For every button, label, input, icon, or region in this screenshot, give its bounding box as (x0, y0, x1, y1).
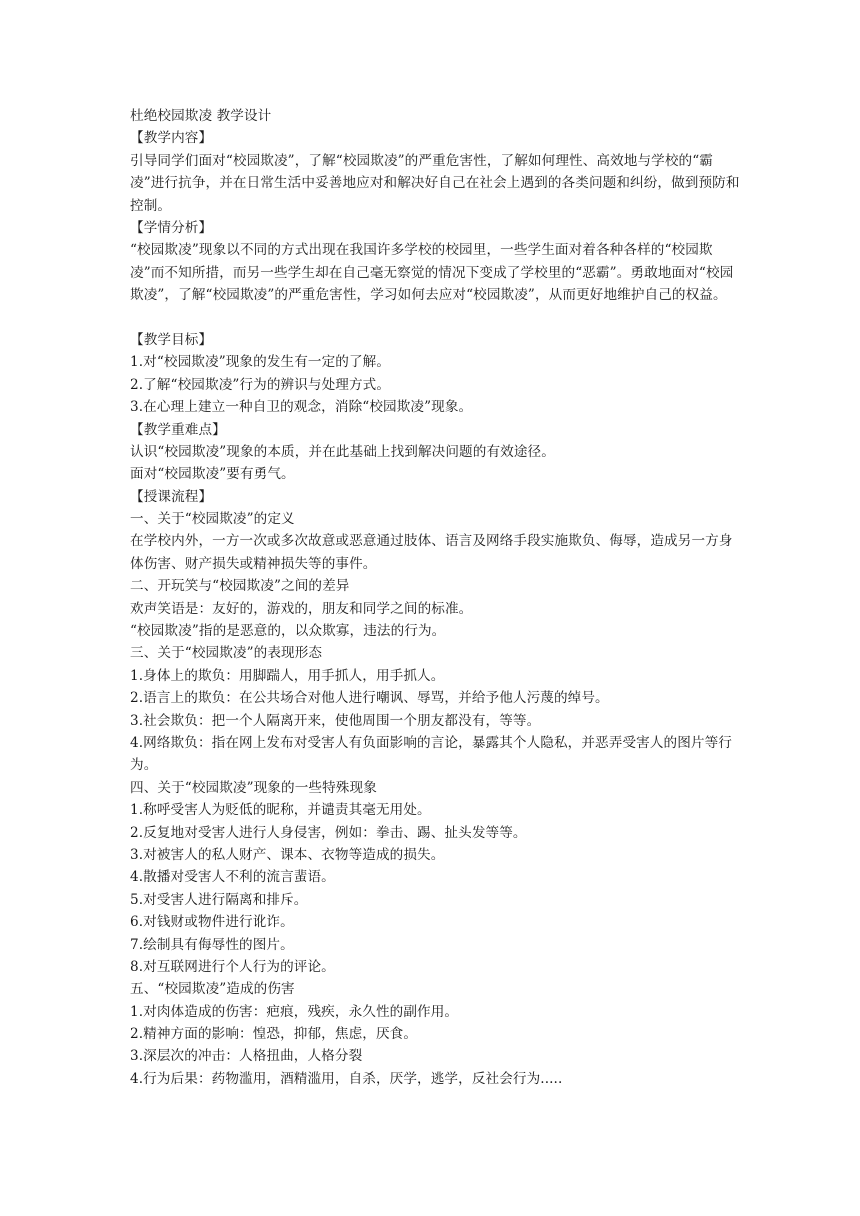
analysis-paragraph: “校园欺凌”现象以不同的方式出现在我国许多学校的校园里，一些学生面对着各种各样的“校园欺凌”而不知所措，而另一些学生却在自己毫无察觉的情况下变成了学校里的“恶霸”。勇敢地面对“校园欺凌”，了解“校园欺凌”的严重危害性，学习如何去应对“校园欺凌”，从而更好地维护自己的权益。 (130, 242, 734, 304)
difference-item: 欢声笑语是：友好的，游戏的，朋友和同学之间的标准。 (130, 600, 473, 617)
process-subheading: 五、“校园欺凌”造成的伤害 (130, 981, 295, 998)
form-item: 2.语言上的欺负：在公共场合对他人进行嘲讽、辱骂，并给予他人污蔑的绰号。 (130, 690, 609, 707)
harm-item: 1.对肉体造成的伤害：疤痕，残疾，永久性的副作用。 (130, 1003, 459, 1020)
harm-item: 4.行为后果：药物滥用，酒精滥用，自杀，厌学，逃学，反社会行为..... (130, 1070, 563, 1087)
section-heading-analysis: 【学情分析】 (130, 219, 213, 236)
harm-item: 3.深层次的冲击：人格扭曲，人格分裂 (130, 1048, 363, 1065)
definition-paragraph: 在学校内外，一方一次或多次故意或恶意通过肢体、语言及网络手段实施欺负、侮辱，造成另一方身体伤害、财产损失或精神损失等的事件。 (130, 533, 733, 572)
special-item: 3.对被害人的私人财产、课本、衣物等造成的损失。 (130, 846, 445, 863)
special-item: 7.绘制具有侮辱性的图片。 (130, 936, 294, 953)
key-point-item: 认识“校园欺凌”现象的本质，并在此基础上找到解决问题的有效途径。 (130, 443, 555, 460)
difference-item: “校园欺凌”指的是恶意的，以众欺寡，违法的行为。 (130, 623, 446, 640)
section-heading-process: 【授课流程】 (130, 488, 213, 505)
special-item: 1.称呼受害人为贬低的昵称，并谴责其毫无用处。 (130, 802, 431, 819)
document-page (130, 105, 740, 1090)
form-item: 3.社会欺负：把一个人隔离开来，使他周围一个朋友都没有，等等。 (130, 712, 541, 729)
section-heading-content: 【教学内容】 (130, 130, 213, 147)
special-item: 6.对钱财或物件进行讹诈。 (130, 914, 294, 931)
section-heading-goals: 【教学目标】 (130, 331, 213, 348)
goal-item: 3.在心理上建立一种自卫的观念，消除“校园欺凌”现象。 (130, 399, 473, 416)
harm-item: 2.精神方面的影响：惶恐，抑郁，焦虑，厌食。 (130, 1026, 418, 1043)
document-title: 杜绝校园欺凌 教学设计 (130, 108, 272, 124)
process-subheading: 四、关于“校园欺凌”现象的一些特殊现象 (130, 779, 377, 796)
process-subheading: 一、关于“校园欺凌”的定义 (130, 511, 295, 528)
content-paragraph: 引导同学们面对“校园欺凌”，了解“校园欺凌”的严重危害性，了解如何理性、高效地与学校的“霸凌”进行抗争，并在日常生活中妥善地应对和解决好自己在社会上遇到的各类问题和纠纷，做到预防和控制。 (130, 152, 740, 214)
section-heading-key-points: 【教学重难点】 (130, 421, 226, 438)
key-point-item: 面对“校园欺凌”要有勇气。 (130, 466, 295, 483)
process-subheading: 三、关于“校园欺凌”的表现形态 (130, 645, 323, 662)
goal-item: 1.对“校园欺凌”现象的发生有一定的了解。 (130, 354, 391, 371)
form-item: 4.网络欺负：指在网上发布对受害人有负面影响的言论，暴露其个人隐私，并恶弄受害人的图片等行为。 (130, 735, 732, 774)
special-item: 4.散播对受害人不利的流言蜚语。 (130, 869, 335, 886)
goal-item: 2.了解“校园欺凌”行为的辨识与处理方式。 (130, 376, 391, 393)
process-subheading: 二、开玩笑与“校园欺凌”之间的差异 (130, 578, 350, 595)
special-item: 2.反复地对受害人进行人身侵害，例如：拳击、踢、扯头发等等。 (130, 824, 527, 841)
special-item: 8.对互联网进行个人行为的评论。 (130, 958, 335, 975)
form-item: 1.身体上的欺负：用脚踹人，用手抓人，用手抓人。 (130, 667, 445, 684)
special-item: 5.对受害人进行隔离和排斥。 (130, 891, 308, 908)
